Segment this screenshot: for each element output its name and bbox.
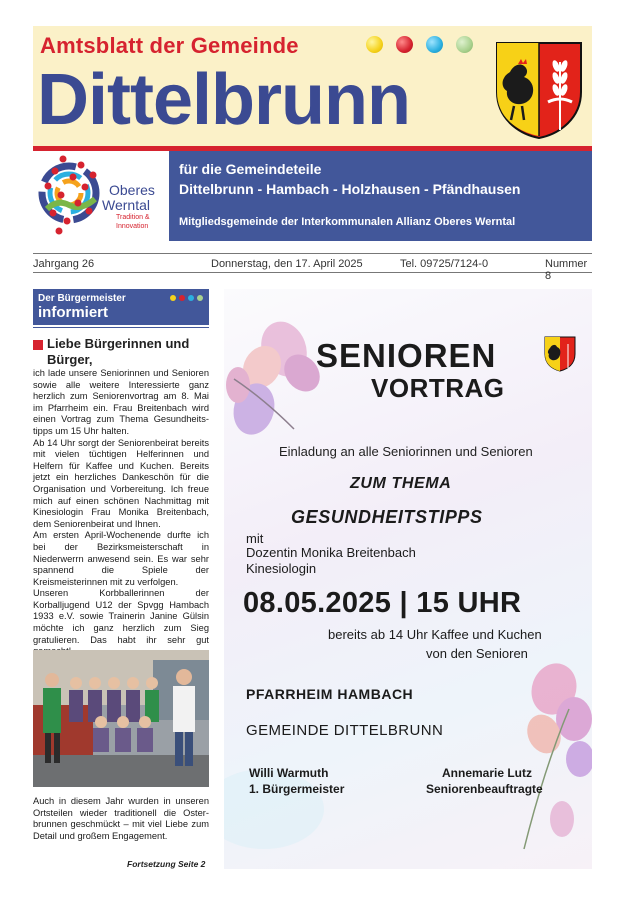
continued-link[interactable]: Fortsetzung Seite 2 (127, 859, 206, 869)
rubric-big-label: informiert (38, 304, 109, 321)
green-dot-icon (197, 295, 203, 301)
yellow-dot-icon (170, 295, 176, 301)
color-dots (366, 36, 473, 53)
poster-speaker: Dozentin Monika Breitenbach (246, 545, 416, 560)
poster-signatory1-role: 1. Bürgermeister (249, 782, 345, 796)
rubric-divider (33, 327, 209, 328)
issue-date: Donnerstag, den 17. April 2025 (211, 258, 363, 270)
rubric-small-label: Der Bürgermeister (38, 293, 126, 304)
municipality-banner (169, 151, 592, 241)
heading-bullet-icon (33, 340, 43, 350)
event-poster (224, 289, 592, 869)
region-logo-line2: Werntal (102, 197, 150, 213)
issue-phone: Tel. 09725/7124-0 (400, 258, 489, 270)
article-heading: Liebe Bürgerinnen und Bürger, (47, 336, 190, 367)
yellow-dot-icon (366, 36, 383, 53)
banner-line1: für die Gemeindeteile (179, 161, 322, 177)
banner-line2: Dittelbrunn - Hambach - Holzhausen - Pfändhausen (179, 181, 521, 197)
banner-line3: Mitgliedsgemeinde der Interkommunalen Allianz Oberes Werntal (179, 216, 516, 228)
poster-with: mit (246, 531, 264, 546)
red-dot-icon (396, 36, 413, 53)
issue-volume: Jahrgang 26 (33, 258, 95, 270)
mayor-rubric (33, 289, 209, 325)
blue-dot-icon (426, 36, 443, 53)
masthead-kicker: Amtsblatt der Gemeinde (40, 33, 299, 58)
region-logo-tagline: Tradition & Innovation (116, 214, 150, 230)
poster-coffee-line2: von den Senioren (426, 646, 528, 661)
masthead-title: Dittelbrunn (37, 60, 410, 140)
issue-info-bar (33, 253, 592, 282)
red-dot-icon (179, 295, 185, 301)
article-body: ich lade unsere Seniorinnen und Senioren sowie alle weitere Interessierte ganz herzlich zum Seniorenvortrag am 8. Mai im Pfarrheim ein. Frau Breitenbach wird einen Vortrag zum Thema Gesundheits-tipps um 15 Uhr halten. Ab 14 Uhr sorgt der Seniorenbeirat bereits mit vielen tüchtigen Helferinnen und Helfern für Kaffee und Kuchen. Bereits jetzt ein herzliches Dankeschön für die Organisation und Vorbereitung. Ich freue mich auf einen schönen Nachmittag mit Kinesiologin Frau Monika Breitenbach, dem Seniorenbeirat und Ihnen. Am ersten April-Wochenende durfte ich bei der Bezirksmeisterschaft in Niederwerrn anwesend sein. Es war sehr spannend die Spiele der Kreismeisterinnen mit zu verfolgen. Unseren Korbballerinnen der Korballjugend U12 der Spvgg Hambach 1933 e.V. sowie Trainerin Janine Gülsin möchte ich ganz herzlich zum Sieg gratulieren. Das habt ihr sehr gut (33, 368, 209, 645)
poster-topic-intro: ZUM THEMA (350, 475, 452, 492)
coat-of-arms-icon (494, 40, 584, 140)
region-logo-line1: Oberes (109, 182, 155, 198)
region-logo-text (76, 183, 156, 231)
basketball-team-photo-icon (33, 650, 209, 787)
article-body-continued: Auch in diesem Jahr wurden in unseren Ortsteilen wieder traditionell die Oster-brunnen geschmückt – mit viel Liebe zum Detail und großem Engagement. (33, 796, 209, 841)
poster-title-line2: VORTRAG (371, 373, 505, 403)
poster-venue: PFARRHEIM HAMBACH (246, 686, 414, 702)
poster-topic: GESUNDHEITSTIPPS (291, 507, 483, 527)
team-photo (33, 650, 209, 787)
poster-datetime: 08.05.2025 | 15 UHR (243, 587, 522, 619)
blue-dot-icon (188, 295, 194, 301)
poster-signatory2-name: Annemarie Lutz (442, 766, 533, 780)
poster-signatory2-role: Seniorenbeauftragte (426, 782, 543, 796)
rubric-dots (170, 295, 203, 301)
poster-title-line1: SENIOREN (316, 337, 497, 374)
green-dot-icon (456, 36, 473, 53)
poster-signatory1-name: Willi Warmuth (249, 766, 329, 780)
poster-speaker-role: Kinesiologin (246, 561, 317, 576)
poster-municipality: GEMEINDE DITTELBRUNN (246, 722, 444, 739)
issue-number: Nummer 8 (545, 258, 588, 282)
poster-coffee-line1: bereits ab 14 Uhr Kaffee und Kuchen (328, 627, 542, 642)
poster-invitation: Einladung an alle Seniorinnen und Senioren (279, 444, 533, 459)
